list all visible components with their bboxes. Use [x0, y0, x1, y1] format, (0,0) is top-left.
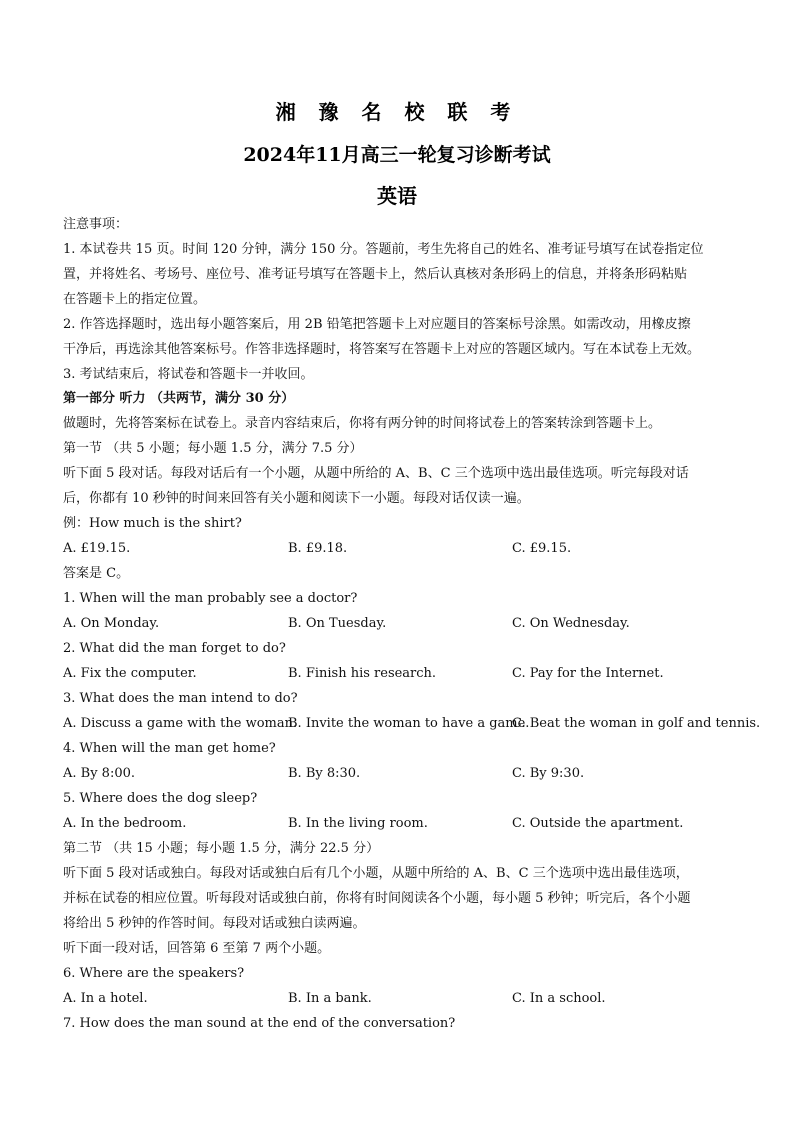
q4-option-c: C. By 9:30. — [512, 766, 585, 781]
example-option-a: A. £19.15. — [63, 541, 131, 556]
q4-option-a: A. By 8:00. — [63, 766, 136, 781]
section1-instruction-line-1: 听下面 5 段对话。每段对话后有一个小题，从题中所给的 A、B、C 三个选项中选出最佳选项。听完每段对话 — [63, 466, 689, 481]
notice-item-2-line-1: 2. 作答选择题时，选出每小题答案后，用 2B 铅笔把答题卡上对应题目的答案标号涂黑。如需改动，用橡皮擦 — [63, 317, 691, 332]
q2-option-b: B. Finish his research. — [288, 666, 437, 681]
exam-name-title: 2024年11月高三一轮复习诊断考试 — [243, 144, 551, 166]
q3-option-c: C. Beat the woman in golf and tennis. — [512, 716, 761, 731]
q1-option-a: A. On Monday. — [63, 616, 160, 631]
q3-option-a: A. Discuss a game with the woman. — [63, 716, 298, 731]
section2-instruction-line-3: 将给出 5 秒钟的作答时间。每段对话或独白读两遍。 — [63, 916, 366, 931]
example-option-c: C. £9.15. — [512, 541, 572, 556]
section1-instruction-line-2: 后，你都有 10 秒钟的时间来回答有关小题和阅读下一小题。每段对话仅读一遍。 — [63, 491, 530, 506]
q2-option-a: A. Fix the computer. — [63, 666, 197, 681]
question-7: 7. How does the man sound at the end of the conversation? — [63, 1016, 456, 1031]
q2-option-c: C. Pay for the Internet. — [512, 666, 664, 681]
section2-heading: 第二节 （共 15 小题；每小题 1.5 分，满分 22.5 分） — [63, 841, 380, 856]
q5-option-c: C. Outside the apartment. — [512, 816, 684, 831]
question-3: 3. What does the man intend to do? — [63, 691, 298, 706]
question-4: 4. When will the man get home? — [63, 741, 276, 756]
notice-item-2-line-2: 干净后，再选涂其他答案标号。作答非选择题时，将答案写在答题卡上对应的答题区域内。写在本试卷上无效。 — [63, 342, 701, 357]
q1-option-c: C. On Wednesday. — [512, 616, 630, 631]
question-5: 5. Where does the dog sleep? — [63, 791, 258, 806]
part1-instruction: 做题时，先将答案标在试卷上。录音内容结束后，你将有两分钟的时间将试卷上的答案转涂到答题卡上。 — [63, 416, 662, 431]
example-answer: 答案是 C。 — [63, 566, 130, 581]
q5-option-b: B. In the living room. — [288, 816, 428, 831]
notice-item-1-line-3: 在答题卡上的指定位置。 — [63, 292, 207, 307]
example-question: 例：How much is the shirt? — [63, 516, 242, 531]
q6-option-b: B. In a bank. — [288, 991, 372, 1006]
section2-sub-instruction: 听下面一段对话，回答第 6 至第 7 两个小题。 — [63, 941, 331, 956]
q1-option-b: B. On Tuesday. — [288, 616, 387, 631]
notice-item-1-line-2: 置，并将姓名、考场号、座位号、准考证号填写在答题卡上，然后认真核对条形码上的信息，并将条形码粘贴 — [63, 267, 688, 282]
subject-title: 英语 — [377, 184, 417, 208]
section2-instruction-line-2: 并标在试卷的相应位置。听每段对话或独白前，你将有时间阅读各个小题，每小题 5 秒钟；听完后，各个小题 — [63, 891, 691, 906]
section2-instruction-line-1: 听下面 5 段对话或独白。每段对话或独白后有几个小题，从题中所给的 A、B、C 三个选项中选出最佳选项， — [63, 866, 689, 881]
q4-option-b: B. By 8:30. — [288, 766, 361, 781]
notice-item-3: 3. 考试结束后，将试卷和答题卡一并收回。 — [63, 367, 314, 382]
notice-item-1-line-1: 1. 本试卷共 15 页。时间 120 分钟，满分 150 分。答题前，考生先将自己的姓名、准考证号填写在试卷指定位 — [63, 242, 704, 257]
question-6: 6. Where are the speakers? — [63, 966, 245, 981]
section1-heading: 第一节 （共 5 小题；每小题 1.5 分，满分 7.5 分） — [63, 441, 363, 456]
example-option-b: B. £9.18. — [288, 541, 348, 556]
q6-option-a: A. In a hotel. — [63, 991, 148, 1006]
exam-org-title: 湘 豫 名 校 联 考 — [275, 100, 519, 124]
part1-heading: 第一部分 听力 （共两节，满分 30 分） — [63, 391, 295, 406]
q6-option-c: C. In a school. — [512, 991, 606, 1006]
q5-option-a: A. In the bedroom. — [63, 816, 187, 831]
notice-heading: 注意事项： — [63, 217, 129, 232]
question-2: 2. What did the man forget to do? — [63, 641, 286, 656]
question-1: 1. When will the man probably see a doctor? — [63, 591, 358, 606]
q3-option-b: B. Invite the woman to have a game. — [288, 716, 530, 731]
